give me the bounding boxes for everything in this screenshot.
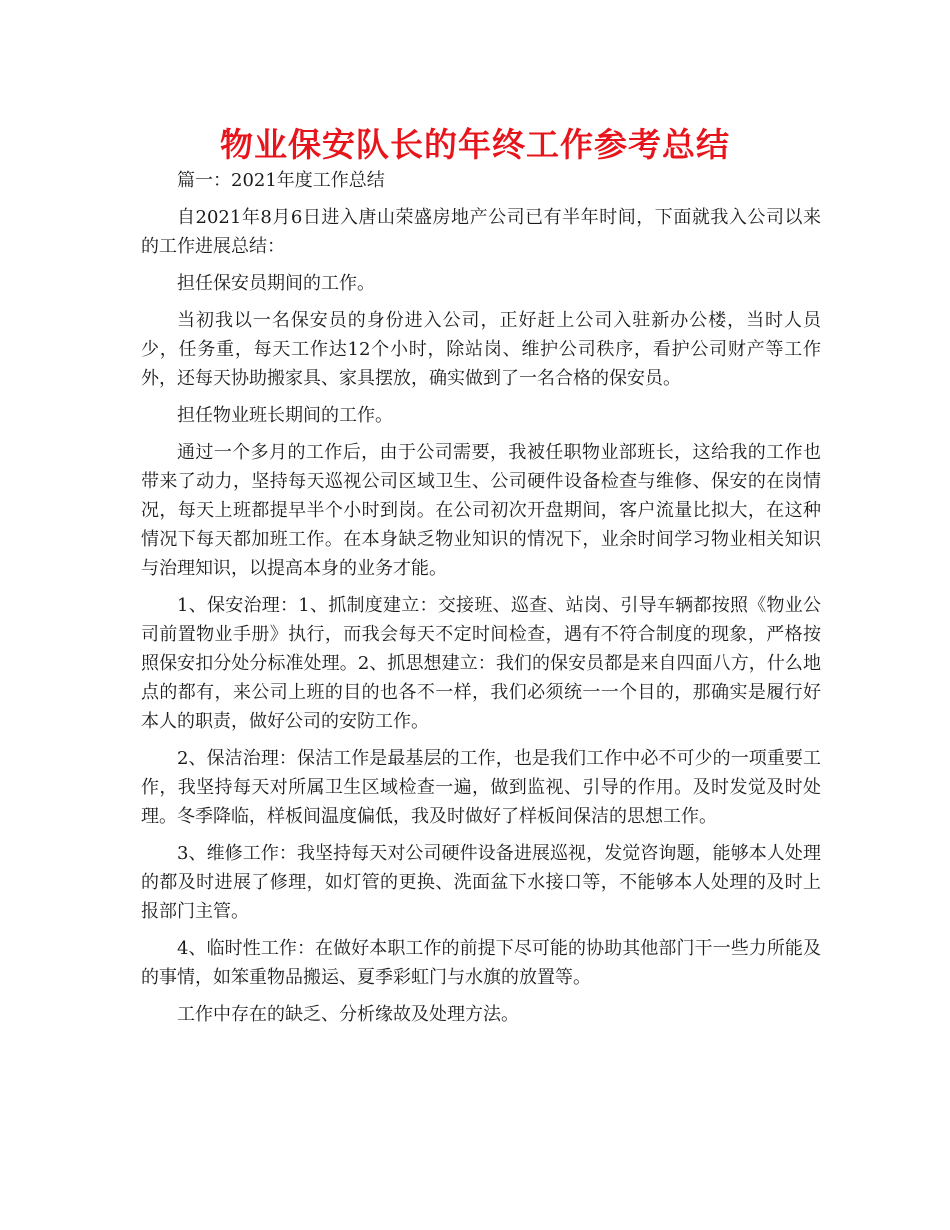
paragraph-section-heading: 篇一：2021年度工作总结 [177, 170, 385, 191]
document-title: 物业保安队长的年终工作参考总结 [220, 125, 730, 164]
paragraph-guard-heading: 担任保安员期间的工作。 [177, 273, 375, 294]
document-body [141, 166, 821, 1037]
paragraph-monitor-duties: 通过一个多月的工作后，由于公司需要，我被任职物业部班长，这给我的工作也带来了动力，坚持每天巡视公司区域卫生、公司硬件设备检查与维修、保安的在岗情况，每天上班都提早半个小时到岗。在公司初次开盘期间，客户流量比拟大，在这种情况下每天都加班工作。在本身缺乏物业知识的情况下，业余时间学习物业相关知识与治理知识，以提高本身的业务才能。 [141, 442, 821, 579]
paragraph-intro: 自2021年8月6日进入唐山荣盛房地产公司已有半年时间，下面就我入公司以来的工作进展总结： [141, 207, 821, 257]
paragraph-shortcomings-heading: 工作中存在的缺乏、分析缘故及处理方法。 [177, 1004, 519, 1025]
paragraph-temporary-work: 4、临时性工作：在做好本职工作的前提下尽可能的协助其他部门干一些力所能及的事情，如笨重物品搬运、夏季彩虹门与水旗的放置等。 [141, 938, 821, 988]
paragraph-maintenance: 3、维修工作：我坚持每天对公司硬件设备进展巡视，发觉咨询题，能够本人处理的都及时进展了修理，如灯管的更换、洗面盆下水接口等，不能够本人处理的及时上报部门主管。 [141, 843, 821, 922]
paragraph-monitor-heading: 担任物业班长期间的工作。 [177, 405, 393, 426]
paragraph-guard-duties: 当初我以一名保安员的身份进入公司，正好赶上公司入驻新办公楼，当时人员少，任务重，每天工作达12个小时，除站岗、维护公司秩序，看护公司财产等工作外，还每天协助搬家具、家具摆放，确实做到了一名合格的保安员。 [141, 310, 821, 389]
paragraph-cleaning-management: 2、保洁治理：保洁工作是最基层的工作，也是我们工作中必不可少的一项重要工作，我坚持每天对所属卫生区域检查一遍，做到监视、引导的作用。及时发觉及时处理。冬季降临，样板间温度偏低，我及时做好了样板间保洁的思想工作。 [141, 748, 821, 827]
paragraph-security-management: 1、保安治理：1、抓制度建立：交接班、巡查、站岗、引导车辆都按照《物业公司前置物业手册》执行，而我会每天不定时间检查，遇有不符合制度的现象，严格按照保安扣分处分标准处理。2、抓思想建立：我们的保安员都是来自四面八方，什么地点的都有，来公司上班的目的也各不一样，我们必须统一一个目的，那确实是履行好本人的职责，做好公司的安防工作。 [141, 595, 821, 732]
